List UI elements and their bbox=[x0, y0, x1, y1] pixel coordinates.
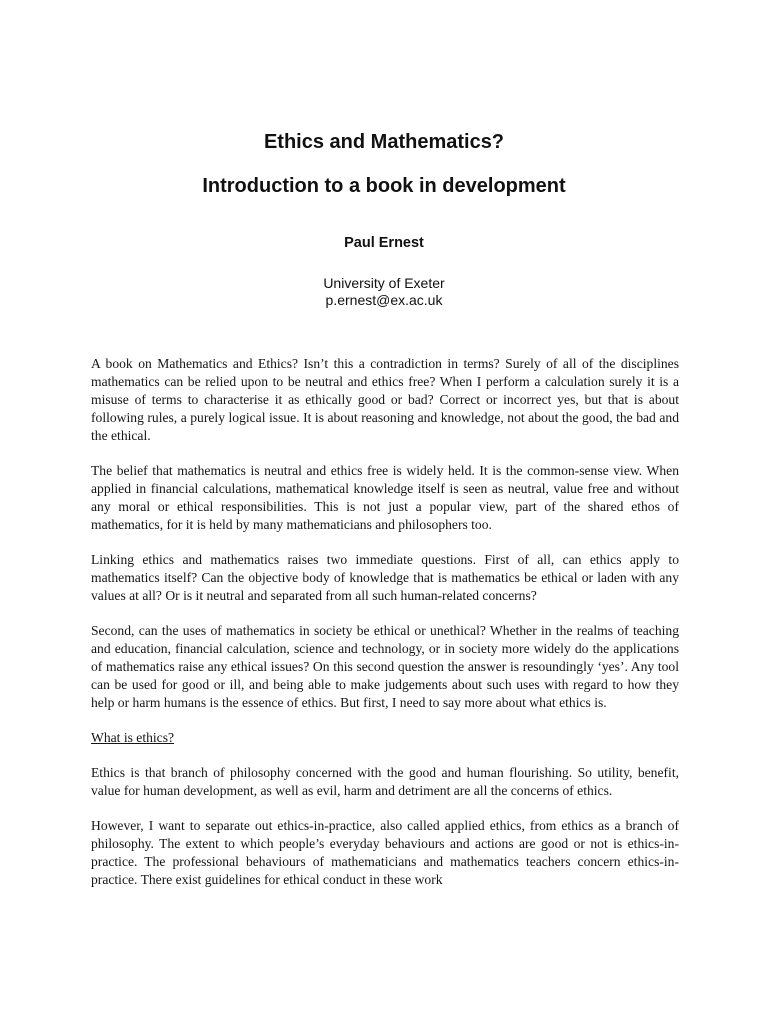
author-affiliation-block bbox=[0, 275, 768, 309]
document-body bbox=[91, 355, 679, 906]
paragraph: Linking ethics and mathematics raises two immediate questions. First of all, can ethics apply to mathematics itself? Can the objective body of knowledge that is mathematics be ethical or laden with any values at all? Or is it neutral and separated from all such human-related concerns? bbox=[91, 552, 679, 603]
email: p.ernest@ex.ac.uk bbox=[325, 292, 443, 308]
author-name: Paul Ernest bbox=[344, 235, 424, 251]
paragraph: However, I want to separate out ethics-in-practice, also called applied ethics, from ethics as a branch of philosophy. The extent to which people’s everyday behaviours and actions are good or not is ethics-in-practice. The professional behaviours of mathematicians and mathematics teachers concern ethics-in-practice. There exist guidelines for ethical conduct in these work bbox=[91, 818, 679, 887]
affiliation: University of Exeter bbox=[323, 275, 445, 291]
document-subtitle: Introduction to a book in development bbox=[202, 175, 566, 197]
document-title: Ethics and Mathematics? bbox=[263, 131, 505, 153]
section-heading: What is ethics? bbox=[91, 730, 175, 745]
paragraph: Second, can the uses of mathematics in society be ethical or unethical? Whether in the realms of teaching and education, financial calculation, science and technology, or in society more widely do the applications of mathematics raise any ethical issues? On this second question the answer is resoundingly ‘yes’. Any tool can be used for good or ill, and being able to make judgements about such uses with regard to how they help or harm humans is the essence of ethics. But first, I need to say more about what ethics is. bbox=[91, 623, 679, 710]
paragraph: The belief that mathematics is neutral and ethics free is widely held. It is the common-sense view. When applied in financial calculations, mathematical knowledge itself is seen as neutral, value free and without any moral or ethical responsibilities. This is not just a popular view, part of the shared ethos of mathematics, for it is held by many mathematicians and philosophers too. bbox=[91, 463, 679, 532]
paragraph: Ethics is that branch of philosophy concerned with the good and human flourishing. So utility, benefit, value for human development, as well as evil, harm and detriment are all the concerns of ethics. bbox=[91, 765, 679, 798]
paragraph: A book on Mathematics and Ethics? Isn’t this a contradiction in terms? Surely of all of the disciplines mathematics can be relied upon to be neutral and ethics free? When I perform a calculation surely it is a misuse of terms to characterise it as ethically good or bad? Correct or incorrect yes, but that is about following rules, a purely logical issue. It is about reasoning and knowledge, not about the good, the bad and the ethical. bbox=[91, 356, 679, 443]
